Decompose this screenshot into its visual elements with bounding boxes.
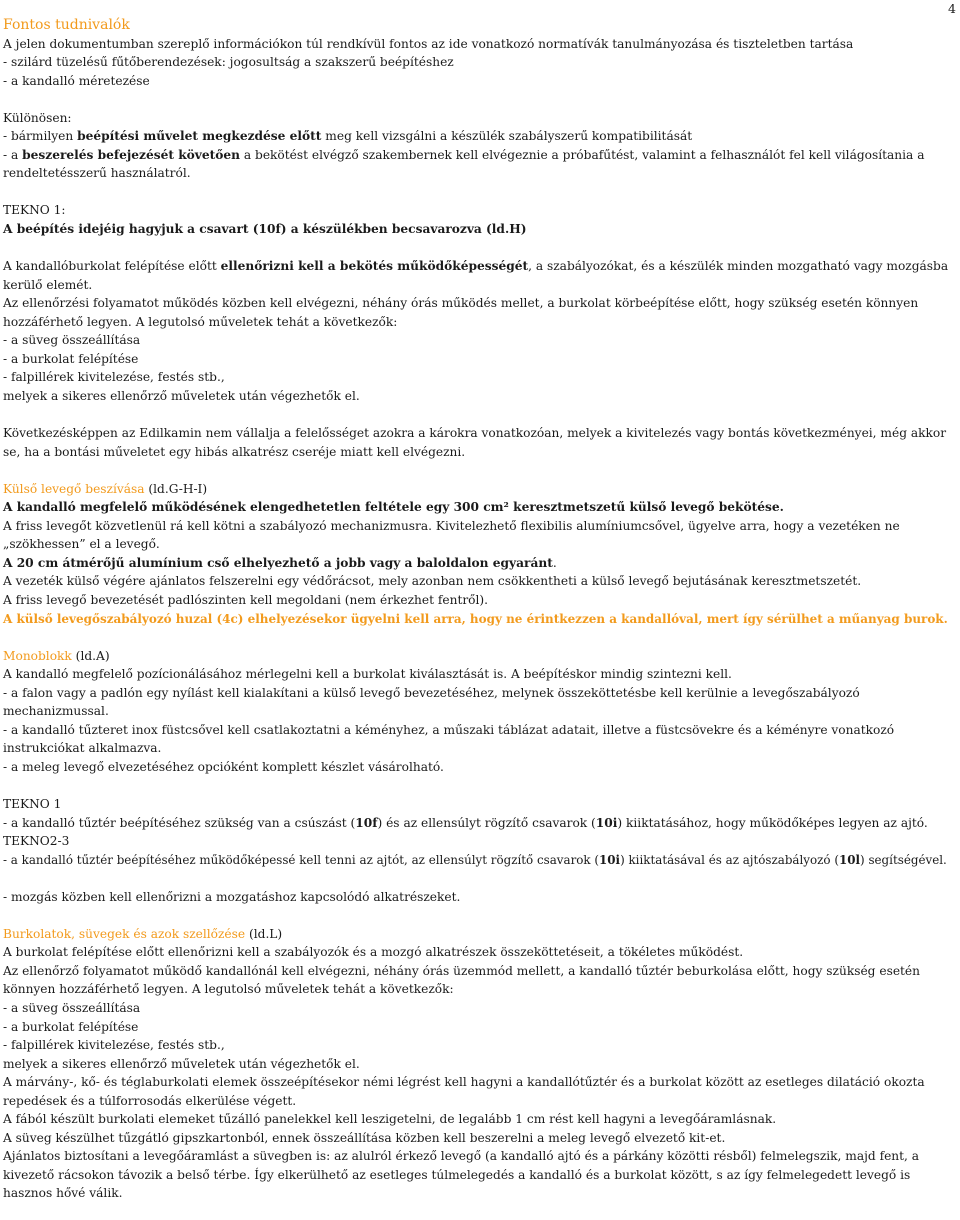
burkolat-paragraph: Az ellenőrző folyamatot működő kandallónál kell elvégezni, néhány órás üzemmód mellett, a kandalló tűztér beburkolása előtt, hogy szükség esetén könnyen hozzáférhető legyen. A legutolsó műveletek tehát a következők: (3, 963, 920, 997)
kulonosen-item-1: - bármilyen beépítési művelet megkezdése előtt meg kell vizsgálni a készülék szabályszerű kompatibilitását (3, 129, 693, 144)
tekno1-note: A beépítés idejéig hagyjuk a csavart (10f) a készülékben becsavarozva (ld.H) (3, 222, 527, 237)
list-item: - a burkolat felépítése (3, 351, 139, 366)
check-paragraph: Az ellenőrzési folyamatot működés közben kell elvégezni, néhány órás működés mellet, a burkolat körbeépítése előtt, hogy szükség esetén könnyen hozzáférhető legyen. A legutolsó műveletek tehát a következők: (3, 296, 919, 329)
list-item: - falpillérek kivitelezése, festés stb., (3, 370, 225, 385)
list-item: melyek a sikeres ellenőrző műveletek után végezhetők el. (3, 388, 360, 403)
monoblokk-paragraph: - a meleg levegő elvezetéséhez opcióként komplett készlet vásárolható. (3, 759, 444, 774)
tekno-movement-note: - mozgás közben kell ellenőrizni a mozgatáshoz kapcsolódó alkatrészeket. (3, 889, 461, 904)
air-pipe-note: A 20 cm átmérőjű alumínium cső elhelyezhető a jobb vagy a baloldalon egyaránt. (3, 555, 557, 570)
air-paragraph: A friss levegőt közvetlenül rá kell kötni a szabályozó mechanizmusra. Kivitelezhető flexibilis alumíniumcsővel, ügyelve arra, hogy a vezetéken ne „szökhessen” el a levegő. (3, 518, 900, 552)
check-paragraph: A kandallóburkolat felépítése előtt ellenőrizni kell a bekötés működőképességét, a szabályozókat, és a készülék minden mozgatható vagy mozgásba kerülő elemét. (3, 259, 949, 292)
tekno1-subheading: TEKNO 1 (3, 796, 62, 811)
page-number: 4 (948, 1, 956, 16)
air-paragraph: A vezeték külső végére ajánlatos felszerelni egy védőrácsot, mely azonban nem csökkentheti a külső levegő bejutásának keresztmetszetét. (3, 574, 862, 589)
burkolat-paragraph: A süveg készülhet tűzgátló gipszkartonból, ennek összeállítása közben kell beszerelni a meleg levegő elvezető kit-et. (3, 1130, 726, 1145)
monoblokk-paragraph: - a falon vagy a padlón egy nyílást kell kialakítani a külső levegő bevezetéséhez, melynek összeköttetésbe kell kerülnie a levegőszabályozó mechanizmussal. (3, 685, 860, 719)
section-heading-air: Külső levegő beszívása (ld.G-H-I) (3, 481, 208, 496)
burkolat-paragraph: A márvány-, kő- és téglaburkolati elemek összeépítésekor némi légrést kell hagyni a kandallótűztér és a burkolat között az esetleges dilatáció okozta repedések és a túlforrosodás elkerülése végett. (3, 1075, 925, 1108)
kulonosen-item-2: - a beszerelés befejezését követően a bekötést elvégző szakembernek kell elvégeznie a próbafűtést, valamint a felhasználót fel kell világosítania a rendeltetésszerű használatról. (3, 147, 925, 181)
liability-paragraph: Következésképpen az Edilkamin nem vállalja a felelősséget azokra a károkra vonatkozóan, melyek a kivitelezés vagy bontás következményei, még akkor se, ha a bontási műveletet egy hibás alkatrész cseréje miatt kell elvégezni. (3, 426, 947, 459)
burkolat-paragraph: Ajánlatos biztosítani a levegőáramlást a süvegben is: az alulról érkező levegő (a kandalló ajtó és a párkány közötti résből) felmelegszik, majd fent, a kivezető rácsokon távozik a belső térbe. Így elkerülhető az esetleges túlmelegedés a kandalló és a burkolat között, s az így felmelegedett levegő is hasznos hővé válik. (3, 1149, 920, 1201)
air-warning: A külső levegőszabályozó huzal (4c) elhelyezésekor ügyelni kell arra, hogy ne érintkezzen a kandallóval, mert így sérülhet a műanyag burok. (3, 611, 948, 626)
air-paragraph: A friss levegő bevezetését padlószinten kell megoldani (nem érkezhet fentről). (3, 592, 489, 607)
document-page (3, 16, 955, 1203)
list-item: - falpillérek kivitelezése, festés stb., (3, 1038, 225, 1053)
intro-line: - szilárd tüzelésű fűtőberendezések: jogosultság a szakszerű beépítéshez (3, 55, 454, 70)
section-heading-monoblokk: Monoblokk (ld.A) (3, 648, 110, 663)
list-item: - a süveg összeállítása (3, 1000, 141, 1015)
tekno1-instruction: - a kandalló tűztér beépítéséhez szükség van a csúszást (10f) és az ellensúlyt rögzítő csavarok (10i) kiiktatásához, hogy működőképes legyen az ajtó. (3, 815, 928, 830)
list-item: melyek a sikeres ellenőrző műveletek után végezhetők el. (3, 1056, 360, 1071)
burkolat-paragraph: A fából készült burkolati elemeket tűzálló panelekkel kell leszigetelni, de legalább 1 cm rést kell hagyni a levegőáramlásnak. (3, 1112, 777, 1127)
tekno23-instruction: - a kandalló tűztér beépítéséhez működőképessé kell tenni az ajtót, az ellensúlyt rögzítő csavarok (10i) kiiktatásával és az ajtószabályozó (10l) segítségével. (3, 852, 947, 867)
page-title: Fontos tudnivalók (3, 17, 130, 33)
section-heading-kulonosen: Különösen: (3, 110, 72, 125)
air-requirement: A kandalló megfelelő működésének elengedhetetlen feltétele egy 300 cm² keresztmetszetű külső levegő bekötése. (3, 500, 784, 515)
monoblokk-paragraph: - a kandalló tűzteret inox füstcsővel kell csatlakoztatni a kéményhez, a műszaki táblázat adatait, illetve a füstcsövekre és a kéményre vonatkozó instrukciókat alkalmazva. (3, 722, 895, 756)
intro-line: - a kandalló méretezése (3, 73, 150, 88)
tekno1-heading: TEKNO 1: (3, 203, 66, 218)
list-item: - a burkolat felépítése (3, 1019, 139, 1034)
monoblokk-paragraph: A kandalló megfelelő pozícionálásához mérlegelni kell a burkolat kiválasztását is. A beépítéskor mindig szintezni kell. (3, 667, 732, 682)
intro-line: A jelen dokumentumban szereplő információkon túl rendkívül fontos az ide vonatkozó normatívák tanulmányozása és tiszteletben tartása (3, 36, 854, 51)
tekno23-subheading: TEKNO2-3 (3, 834, 70, 849)
burkolat-paragraph: A burkolat felépítése előtt ellenőrizni kell a szabályozók és a mozgó alkatrészek összeköttetéseit, a tökéletes működést. (3, 945, 744, 960)
section-heading-burkolat: Burkolatok, süvegek és azok szellőzése (ld.L) (3, 926, 283, 941)
list-item: - a süveg összeállítása (3, 333, 141, 348)
